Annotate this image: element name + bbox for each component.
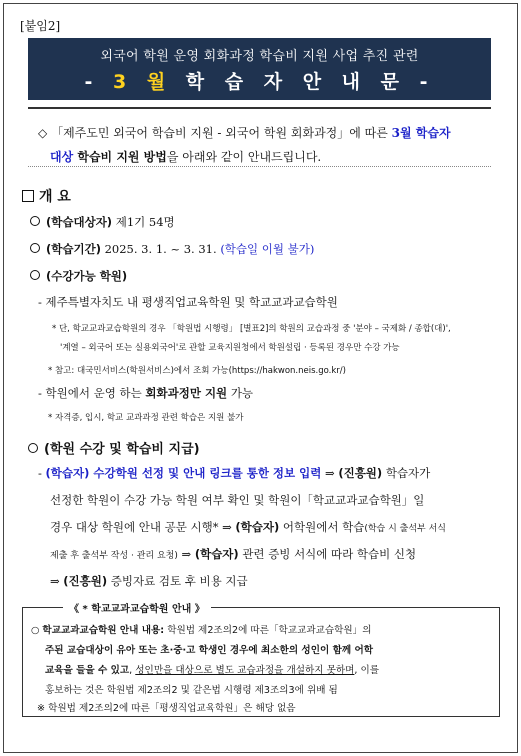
payment-heading (28, 438, 200, 457)
title-line-1: 외국어 학원 운영 회화과정 학습비 지원 사업 추진 관련 (100, 49, 419, 64)
notice-line-1 (31, 622, 372, 636)
arrow-icon: ⇒ (50, 574, 64, 588)
reference-note: * 참고: 대국민서비스(학원서비스)에서 조회 가능(https://hakwon.neis.go.kr/) (48, 366, 346, 376)
circle-bullet-icon: ○ (31, 625, 43, 636)
target-line (30, 214, 175, 230)
promo-label: (진흥원) (63, 574, 108, 588)
payment-line-4 (50, 546, 416, 562)
attachment-label: [붙임2] (20, 19, 61, 33)
payment-line-4-small: 제출 후 출석부 작성 · 관리 요청) (50, 551, 178, 561)
target-label: (학습대상자) (46, 215, 113, 229)
notice-line-1-rest: 학원법 제2조의2에 따른「학교교과교습학원」의 (164, 625, 372, 636)
circle-bullet-icon (30, 270, 40, 280)
learner-label: (학습자) (194, 547, 239, 561)
circle-bullet-icon (30, 243, 40, 253)
title-banner (28, 38, 491, 100)
payment-line-4-rest: 관련 증빙 서식에 따라 학습비 신청 (238, 547, 417, 561)
checkbox-square-icon (22, 190, 34, 202)
notice-line-3 (45, 662, 379, 676)
available-label: (수강가능 학원) (46, 269, 128, 283)
notice-line-3-mid: , (129, 665, 136, 676)
diamond-icon: ◇ (38, 126, 48, 140)
intro-text-e: 을 아래와 같이 안내드립니다. (166, 150, 322, 164)
title-line-2 (28, 67, 491, 94)
payment-line-1-rest: 학습자가 (382, 466, 431, 480)
notice-line-3-underline: 성인만을 대상으로 별도 교습과정을 개설하지 못하며 (135, 665, 355, 676)
arrow-icon: ⇒ (218, 520, 236, 534)
target-value: 제1기 54명 (112, 215, 175, 229)
title-prefix: - (84, 71, 113, 93)
payment-step-1: (학습자) 수강학원 선정 및 안내 링크를 통한 정보 입력 (45, 466, 322, 480)
payment-line-2: 선정한 학원이 수강 가능 학원 여부 확인 및 학원이「학교교과교습학원」일 (50, 493, 425, 507)
conversation-line (38, 385, 253, 401)
payment-dash: - (38, 466, 46, 480)
payment-line-3-b: 어학원에서 학습 (279, 520, 365, 534)
notice-line-1-bold: 학교교과교습학원 안내 내용: (42, 625, 165, 636)
intro-text-a: 「제주도민 외국어 학습비 지원 - 외국어 학원 회화과정」에 따른 (51, 126, 392, 140)
period-line (30, 241, 314, 257)
conversation-suffix: 가능 (227, 386, 254, 400)
payment-line-5 (50, 573, 248, 589)
available-note-2: '계열 – 외국어 또는 실용외국어'로 관할 교육지원청에서 학원설립 · 등록된 경우만 수강 가능 (60, 343, 400, 353)
arrow-icon: ⇒ (177, 547, 195, 561)
payment-line-3-a: 경우 대상 학원에 안내 공문 시행* (50, 520, 219, 534)
learner-label: (학습자) (235, 520, 280, 534)
conversation-bold: 회화과정만 지원 (145, 386, 228, 400)
intro-highlight-2: 대상 (50, 150, 74, 164)
intro-highlight-1: 3월 학습자 (391, 126, 451, 140)
circle-bullet-icon (30, 216, 40, 226)
notice-line-3-bold: 교육을 들을 수 있고 (45, 665, 130, 676)
period-label: (학습기간) (46, 242, 101, 256)
arrow-icon: ⇒ (321, 466, 339, 480)
payment-line-1 (38, 465, 430, 481)
overview-heading (22, 186, 71, 206)
circle-bullet-icon (28, 443, 38, 453)
payment-line-5-rest: 증빙자료 검토 후 비용 지급 (107, 574, 248, 588)
notice-line-3-end: , 이를 (354, 665, 380, 676)
notice-title: 《 * 학교교과교습학원 안내 》 (63, 600, 211, 615)
notice-line-4: 홍보하는 것은 학원법 제2조의2 및 같은법 시행령 제3조의3에 위배 됨 (45, 685, 338, 696)
intro-box (28, 107, 491, 167)
intro-bold: 학습비 지원 방법 (73, 150, 167, 164)
available-item: - 제주특별자치도 내 평생직업교육학원 및 학교교과교습학원 (38, 295, 338, 309)
promo-label: (진흥원) (338, 466, 383, 480)
period-note: (학습일 이월 불가) (220, 242, 315, 256)
payment-line-3-small: (학습 시 출석부 서식 (364, 524, 446, 534)
notice-box (22, 604, 500, 717)
overview-heading-text: 개 요 (39, 189, 71, 205)
title-month: 3 월 (112, 71, 173, 93)
payment-line-3 (50, 519, 446, 535)
notice-line-2: 주된 교습대상이 유아 또는 초·중·고 학생인 경우에 최소한의 성인이 함께 어학 (45, 645, 373, 656)
payment-heading-text: (학원 수강 및 학습비 지급) (44, 442, 200, 457)
conversation-prefix: - 학원에서 운영 하는 (38, 386, 146, 400)
notice-line-5: ※ 학원법 제2조의2에 따른「평생직업교육학원」은 해당 없음 (37, 703, 296, 714)
period-value: 2025. 3. 1. ~ 3. 31. (100, 242, 221, 256)
available-line (30, 268, 127, 284)
title-rest: 학 습 자 안 내 문 - (172, 71, 435, 93)
available-note-1: * 단, 학교교과교습학원의 경우 「학원법 시행령」 [별표2]의 학원의 교습과정 중 '분야 – 국제화 / 종합(대)', (52, 324, 451, 334)
conversation-note: * 자격증, 입시, 학교 교과과정 관련 학습은 지원 불가 (48, 413, 244, 423)
